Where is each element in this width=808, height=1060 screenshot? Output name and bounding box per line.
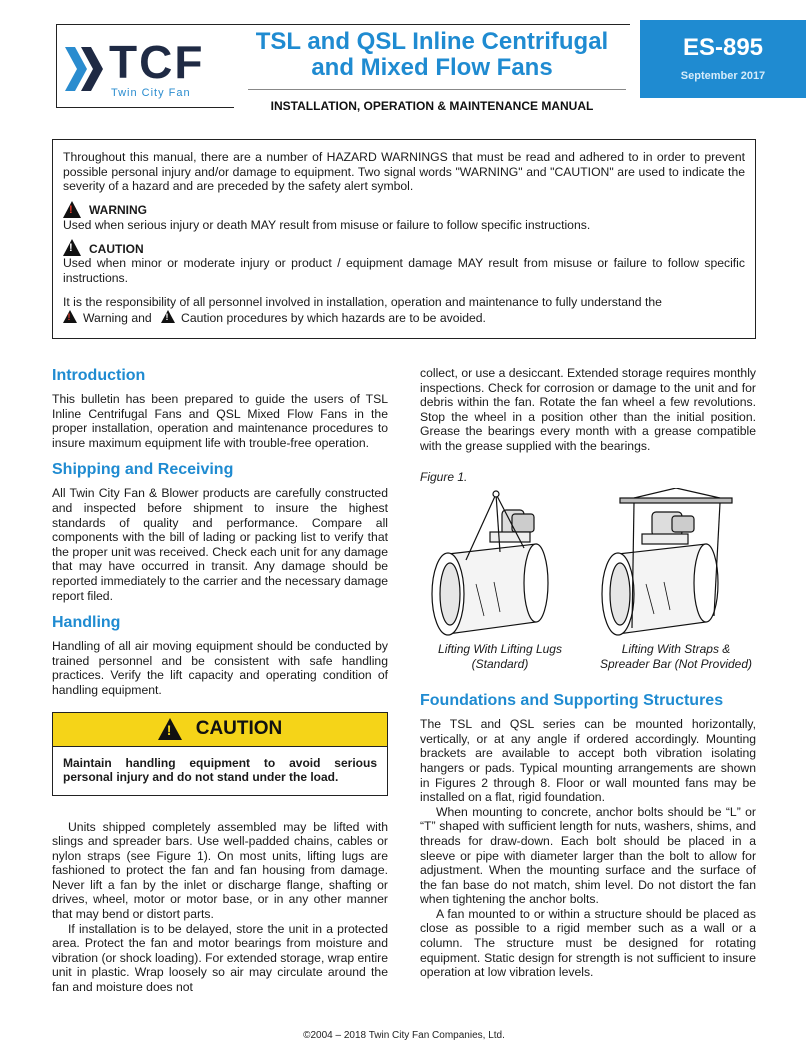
foundations-paragraph-1: The TSL and QSL series can be mounted horizontally, vertically, or at any angle if ordered accordingly. Mounting brackets are available to accept both vibration isolating hangers or pads. Typical mounting arrangements are shown in Figures 2 through 8. Floor or wall mounted fans may be installed on a flat, rigid foundation. xyxy=(420,717,756,805)
caution-callout-title: CAUTION xyxy=(195,717,283,739)
right-column xyxy=(420,366,756,980)
caution-callout xyxy=(52,712,388,796)
warning-text: Used when serious injury or death MAY result from misuse or failure to follow specific instructions. xyxy=(63,217,591,232)
title-line-2: and Mixed Flow Fans xyxy=(311,54,553,81)
caution-text: Used when minor or moderate injury or product / equipment damage MAY result from misuse or failure to follow specific instructions. xyxy=(63,256,745,285)
foundations-heading: Foundations and Supporting Structures xyxy=(420,692,724,710)
foundations-paragraph-3: A fan mounted to or within a structure should be placed as close as possible to a rigid member such as a wall or a column. The structure must be designed for rotating equipment. Static design for strength is not sufficient to insure operation at low vibration levels. xyxy=(420,906,756,980)
lifting-illustration xyxy=(420,488,756,640)
responsibility-line: It is the responsibility of all personnel involved in installation, operation and maintenance to fully understand the xyxy=(63,295,662,309)
shipping-text: All Twin City Fan & Blower products are carefully constructed and inspected before shipment to insure the highest standards of quality and performance. Compare all components with the bill of lading or packing list to verify that the proper unit was received. Check each unit for any damage that may have occurred in transit. Any damage should be reported immediately to the carrier and the necessary damage report filed. xyxy=(52,486,389,603)
hazard-intro: Throughout this manual, there are a number of HAZARD WARNINGS that must be read and adhered to in order to prevent possible personal injury and/or damage to equipment. Two signal words "WARNING" and "CAUTION" are used to indicate the severity of a hazard and are preceded by the safety alert symbol. xyxy=(63,150,745,193)
document-title xyxy=(234,29,630,81)
responsibility-text xyxy=(63,295,745,325)
logo xyxy=(56,24,234,108)
warning-label: WARNING xyxy=(89,203,147,217)
handling-text: Handling of all air moving equipment should be conducted by trained personnel and be consistent with safe handling practices. Verify the lift capacity and operating condition of handling equipment. xyxy=(52,639,388,697)
caution-signal-row xyxy=(63,239,745,256)
figure-1 xyxy=(420,488,756,640)
responsibility-caution-word: Caution procedures by which hazards are to be avoided. xyxy=(181,310,486,325)
foundations-paragraph-2: When mounting to concrete, anchor bolts should be “L” or “T” shaped with sufficient length for nuts, washers, shims, and threads for draw-down. Each bolt should be placed in a sleeve or pipe with diameter larger than the bolt to allow for adjustment. When the mounting surface and the surface of the fan base do not match, shim level. Do not distort the fan when tightening the anchor bolts. xyxy=(420,804,756,907)
caution-callout-icon xyxy=(158,718,182,740)
warning-signal-row xyxy=(63,201,745,218)
shipping-heading: Shipping and Receiving xyxy=(52,461,234,479)
caution-label: CAUTION xyxy=(89,241,144,256)
copyright-footer: ©2004 – 2018 Twin City Fan Companies, Ltd. xyxy=(303,1030,505,1041)
figure-caption-right: Lifting With Straps & Spreader Bar (Not Provided) xyxy=(599,642,753,671)
doc-number-badge xyxy=(640,20,806,98)
fan-lifting-lugs-drawing xyxy=(432,491,548,635)
warning-alert-icon xyxy=(63,201,81,218)
storage-text: If installation is to be delayed, store the unit in a protected area. Protect the fan and motor bearings from moisture and vibration (or shock loading). For extended storage, wrap entire unit in plastic. Wrap loosely so air may circulate around the fan and moisture does not xyxy=(52,921,389,995)
introduction-text: This bulletin has been prepared to guide the users of TSL Inline Centrifugal Fans and QSL Mixed Flow Fans in the proper installation, operation and maintenance procedures to insure maximum equipment life with trouble-free operation. xyxy=(52,392,388,450)
caution-inline-icon xyxy=(161,310,175,323)
responsibility-warning-word: Warning and xyxy=(83,310,152,325)
title-area xyxy=(234,24,630,113)
storage-continued-text: collect, or use a desiccant. Extended storage requires monthly inspections. Check for corrosion or damage to the unit and for debris within the fan. Rotate the fan wheel a few revolutions. Stop the wheel in a position other than the initial position. Grease the bearings every month with a grease compatible with the grease supplied with the bearings. xyxy=(420,366,757,453)
figure-caption-left: Lifting With Lifting Lugs (Standard) xyxy=(438,642,562,671)
caution-alert-icon xyxy=(63,239,81,256)
figure-captions xyxy=(420,642,756,671)
title-line-1: TSL and QSL Inline Centrifugal xyxy=(255,28,609,55)
caution-callout-header xyxy=(53,713,387,747)
title-divider xyxy=(248,89,626,90)
document-header xyxy=(56,20,806,124)
hazard-warnings-box xyxy=(52,139,756,339)
chevron-logo-icon xyxy=(65,47,105,91)
warning-inline-icon xyxy=(63,310,77,323)
doc-number: ES-895 xyxy=(682,34,764,61)
handling-heading: Handling xyxy=(52,614,121,632)
figure-label: Figure 1. xyxy=(420,469,468,484)
logo-subtitle: Twin City Fan xyxy=(111,87,191,99)
fan-spreader-bar-drawing xyxy=(602,488,732,635)
left-column xyxy=(52,366,388,995)
doc-date: September 2017 xyxy=(680,70,766,82)
caution-callout-text: Maintain handling equipment to avoid serious personal injury and do not stand under the load. xyxy=(63,755,377,784)
introduction-heading: Introduction xyxy=(52,367,146,384)
lifting-text: Units shipped completely assembled may be lifted with slings and spreader bars. Use well-padded chains, cables or nylon straps (see Figure 1). On most units, lifting lugs are fashioned to protect the fan and fan housing from damage. Never lift a fan by the inlet or discharge flange, shafting or drives, wheel, motor or motor base, or in any other manner that may bend or distort parts. xyxy=(52,819,388,922)
logo-text: TCF xyxy=(109,36,205,88)
manual-type: INSTALLATION, OPERATION & MAINTENANCE MANUAL xyxy=(270,99,594,113)
